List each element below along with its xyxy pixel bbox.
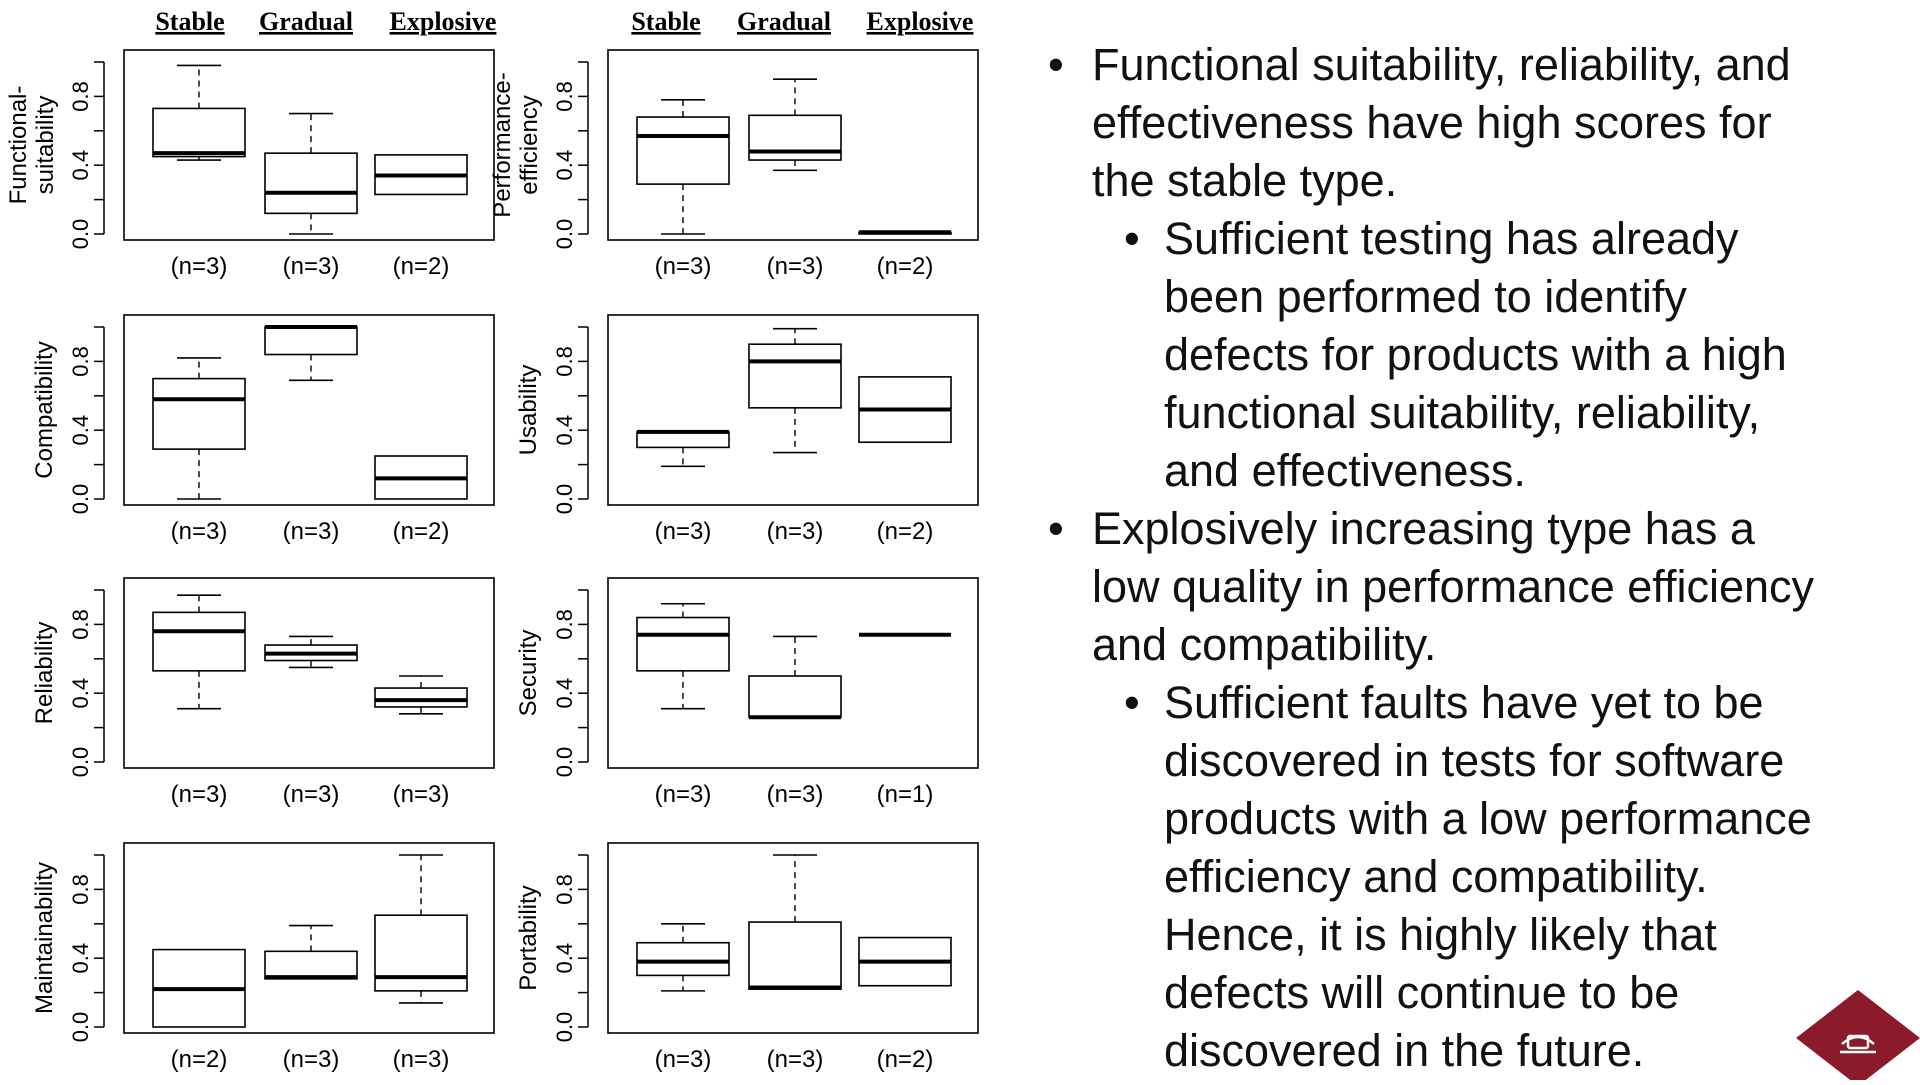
bullet-text (1040, 36, 1900, 1080)
sample-size-label: (n=3) (170, 518, 228, 545)
bullet-list (1040, 36, 1900, 1080)
iqr-box (637, 117, 729, 184)
sample-size-label: (n=3) (282, 518, 340, 545)
boxplot-panel (5, 50, 494, 280)
sub-bullet-list (1092, 210, 1900, 500)
sample-size-label: (n=3) (766, 253, 824, 280)
sample-size-label: (n=2) (876, 253, 934, 280)
iqr-box (265, 153, 357, 213)
panel-frame (124, 578, 494, 768)
y-tick-label: 0.0 (68, 1011, 93, 1043)
sub-bullet-line: discovered in the future. (1164, 1025, 1645, 1076)
iqr-box (749, 922, 841, 989)
boxplot-panel (31, 843, 494, 1073)
y-axis-label: Compatibility (31, 341, 58, 479)
y-tick-label: 0.4 (552, 942, 577, 974)
y-tick-label: 0.0 (552, 1011, 577, 1043)
sample-size-label: (n=3) (282, 253, 340, 280)
y-tick-label: 0.4 (68, 149, 93, 181)
iqr-box (749, 344, 841, 408)
y-tick-label: 0.0 (68, 746, 93, 778)
sub-bullet-line: and effectiveness. (1164, 445, 1526, 496)
iqr-box (375, 915, 467, 991)
sample-size-label: (n=2) (392, 253, 450, 280)
y-axis-label: efficiency (516, 95, 543, 195)
sample-size-label: (n=1) (876, 781, 934, 808)
bullet-line: and compatibility. (1092, 619, 1437, 670)
sample-size-label: (n=2) (876, 518, 934, 545)
sub-bullet-line: products with a low performance (1164, 793, 1812, 844)
sub-bullet-line: efficiency and compatibility. (1164, 851, 1708, 902)
iqr-box (265, 327, 357, 355)
y-axis-label: Usability (515, 364, 542, 456)
y-tick-label: 0.8 (68, 609, 93, 640)
group-header-stable: Stable (631, 7, 701, 36)
bullet-line: effectiveness have high scores for (1092, 97, 1772, 148)
bullet-line: low quality in performance efficiency (1092, 561, 1815, 612)
y-tick-label: 0.4 (552, 414, 577, 446)
boxplot-panel (31, 315, 494, 545)
sub-bullet-line: defects will continue to be (1164, 967, 1680, 1018)
sample-size-label: (n=3) (766, 1046, 824, 1073)
sample-size-label: (n=3) (766, 518, 824, 545)
boxplot-panel (489, 50, 978, 280)
y-tick-label: 0.0 (552, 483, 577, 515)
bullet-line: • Explosively increasing type has a (1092, 503, 1755, 554)
group-header-explosive: Explosive (866, 7, 974, 36)
sub-bullet-item (1092, 674, 1900, 1080)
group-header-gradual: Gradual (737, 7, 831, 36)
y-tick-label: 0.8 (68, 874, 93, 905)
iqr-box (637, 618, 729, 671)
boxplot-panel (515, 315, 978, 545)
sample-size-label: (n=3) (766, 781, 824, 808)
iqr-box (153, 108, 245, 156)
sub-bullet-line: Hence, it is highly likely that (1164, 909, 1717, 960)
sub-bullet-line: been performed to identify (1164, 271, 1687, 322)
group-header-explosive: Explosive (389, 7, 497, 36)
boxplot-panel (515, 843, 978, 1073)
iqr-box (153, 612, 245, 670)
y-tick-label: 0.0 (552, 218, 577, 250)
sample-size-label: (n=2) (876, 1046, 934, 1073)
sample-size-label: (n=3) (282, 1046, 340, 1073)
iqr-box (265, 951, 357, 979)
y-axis-label: Security (515, 629, 542, 717)
iqr-box (749, 676, 841, 717)
y-tick-label: 0.8 (552, 609, 577, 640)
sample-size-label: (n=3) (392, 1046, 450, 1073)
bullet-line: • Functional suitability, reliability, and (1092, 39, 1791, 90)
y-tick-label: 0.0 (68, 483, 93, 515)
y-tick-label: 0.8 (68, 346, 93, 377)
sub-bullet-item (1092, 210, 1900, 500)
y-tick-label: 0.8 (552, 81, 577, 112)
y-axis-label: Maintainability (31, 861, 58, 1015)
sample-size-label: (n=3) (654, 253, 712, 280)
boxplot-panel (515, 578, 978, 808)
sub-bullet-list (1092, 674, 1900, 1080)
sample-size-label: (n=3) (654, 781, 712, 808)
university-crest-icon (1796, 986, 1920, 1080)
y-tick-label: 0.4 (68, 677, 93, 709)
y-axis-label: Portability (515, 885, 542, 991)
iqr-box (153, 379, 245, 450)
sample-size-label: (n=3) (170, 781, 228, 808)
sample-size-label: (n=2) (392, 518, 450, 545)
sub-bullet-line: discovered in tests for software (1164, 735, 1785, 786)
sample-size-label: (n=3) (282, 781, 340, 808)
bullet-item (1040, 36, 1900, 500)
boxplot-panel (31, 578, 494, 808)
iqr-box (637, 943, 729, 976)
y-tick-label: 0.4 (68, 414, 93, 446)
sub-bullet-line: defects for products with a high (1164, 329, 1787, 380)
sample-size-label: (n=3) (392, 781, 450, 808)
panel-frame (608, 578, 978, 768)
bullet-item (1040, 500, 1900, 1080)
y-tick-label: 0.4 (552, 677, 577, 709)
logo-svg (1796, 986, 1920, 1080)
group-header-stable: Stable (155, 7, 225, 36)
y-axis-label: suitability (32, 95, 59, 195)
y-tick-label: 0.8 (68, 81, 93, 112)
sub-bullet-line: • Sufficient faults have yet to be (1164, 677, 1764, 728)
sample-size-label: (n=2) (170, 1046, 228, 1073)
y-tick-label: 0.8 (552, 346, 577, 377)
y-tick-label: 0.4 (552, 149, 577, 181)
y-tick-label: 0.0 (68, 218, 93, 250)
y-tick-label: 0.8 (552, 874, 577, 905)
sub-bullet-line: functional suitability, reliability, (1164, 387, 1761, 438)
sub-bullet-line: • Sufficient testing has already (1164, 213, 1739, 264)
group-header-gradual: Gradual (259, 7, 353, 36)
y-axis-label: Performance- (489, 72, 516, 218)
y-tick-label: 0.0 (552, 746, 577, 778)
sample-size-label: (n=3) (654, 1046, 712, 1073)
sample-size-label: (n=3) (170, 253, 228, 280)
iqr-box (637, 432, 729, 447)
y-tick-label: 0.4 (68, 942, 93, 974)
sample-size-label: (n=3) (654, 518, 712, 545)
y-axis-label: Functional- (5, 85, 32, 205)
y-axis-label: Reliability (31, 621, 58, 725)
iqr-box (375, 688, 467, 707)
bullet-line: the stable type. (1092, 155, 1398, 206)
